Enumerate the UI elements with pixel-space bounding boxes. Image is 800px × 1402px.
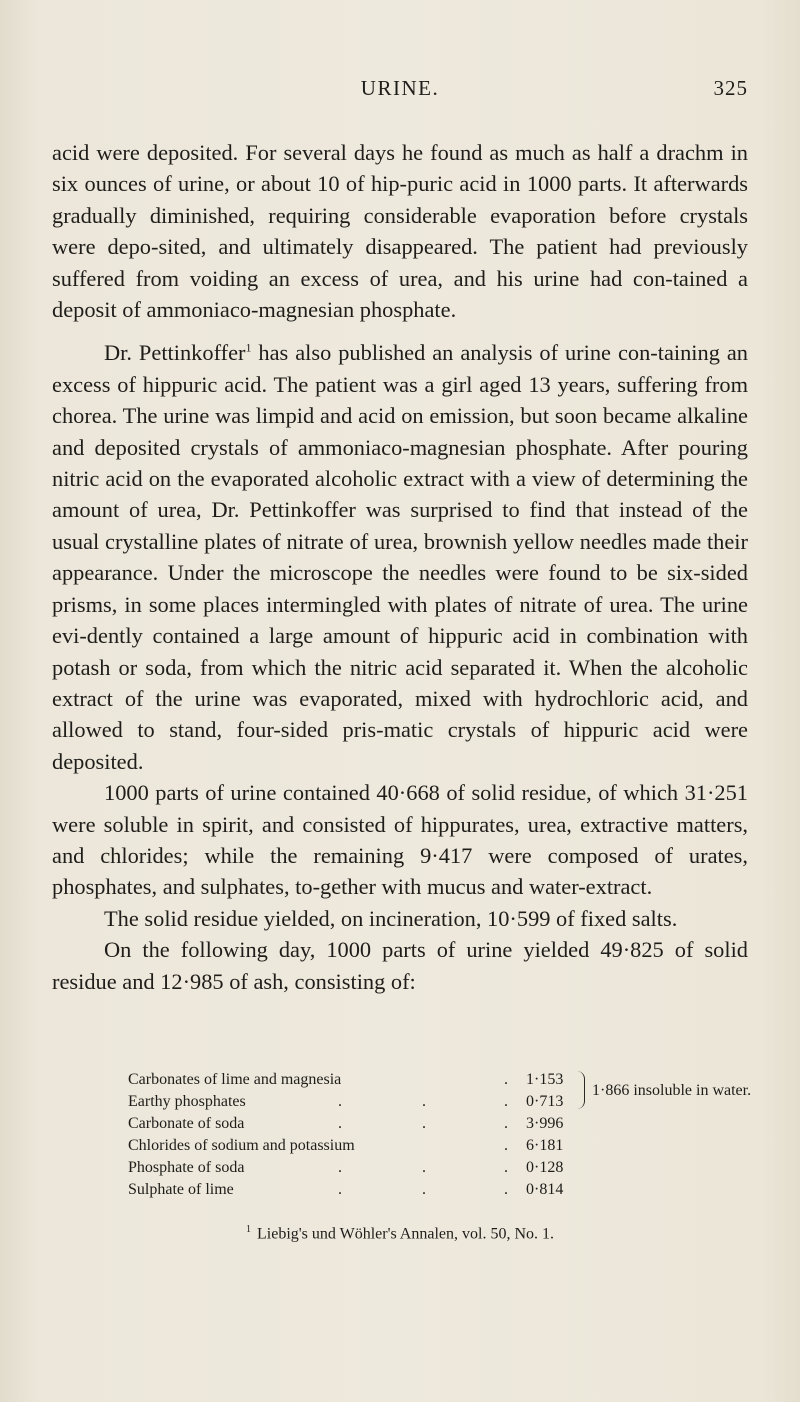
leader-dot: . xyxy=(504,1093,508,1110)
leader-dot: . xyxy=(338,1115,342,1132)
row-label: Chlorides of sodium and potassium xyxy=(128,1137,355,1154)
table-row xyxy=(128,1157,748,1179)
footnote xyxy=(52,1224,748,1243)
leader-dot: . xyxy=(422,1115,426,1132)
leader-dot: . xyxy=(504,1159,508,1176)
paragraph-2-rest: has also published an analysis of urine con-taining an excess of hippuric acid. The patient was a girl aged 13 years, suffering from chorea. The urine was limpid and acid on emission, but soon became alkaline and deposited crystals of ammoniaco-magnesian phosphate. After pouring nitric acid on the evaporated alcoholic extract with a view of determining the amount of urea, Dr. Pettinkoffer was surprised to find that instead of the usual crystalline plates of nitrate of urea, brownish yellow needles made their appearance. Under the microscope the needles were found to be six-sided prisms, in some places intermingled with plates of nitrate of urea. The urine evi-dently contained a large amount of hippuric acid in combination with potash or soda, from which the nitric acid separated it. When the alcoholic extract of the urine was evaporated, mixed with hydrochloric acid, and allowed to stand, four-sided pris-matic crystals of hippuric acid were deposited. xyxy=(52,340,748,774)
table-row xyxy=(128,1113,748,1135)
page-number: 325 xyxy=(713,76,748,100)
row-value: 0·713 xyxy=(526,1093,564,1110)
footnote-reference: 1 xyxy=(245,340,252,355)
table-row xyxy=(128,1179,748,1201)
leader-dot: . xyxy=(504,1181,508,1198)
leader-dot: . xyxy=(422,1181,426,1198)
grouping-brace xyxy=(576,1071,585,1109)
leader-dot: . xyxy=(504,1115,508,1132)
leader-dot: . xyxy=(422,1093,426,1110)
paragraph-3: 1000 parts of urine contained 40·668 of solid residue, of which 31·251 were soluble in spirit, and consisted of hippurates, urea, extractive matters, and chlorides; while the remaining 9·417 were composed of urates, phosphates, and sulphates, to-gether with mucus and water-extract. xyxy=(52,780,748,900)
row-label: Sulphate of lime xyxy=(128,1181,234,1198)
leader-dot: . xyxy=(504,1137,508,1154)
running-title: URINE. xyxy=(360,76,440,100)
paragraph-2 xyxy=(52,337,748,777)
row-label: Phosphate of soda xyxy=(128,1159,245,1176)
paragraph-1: acid were deposited. For several days he found as much as half a drachm in six ounces of urine, or about 10 of hip-puric acid in 1000 parts. It afterwards gradually diminished, requiring considerable evaporation before crystals were depo-sited, and ultimately disappeared. The patient had previously suffered from voiding an excess of urea, and his urine had con-tained a deposit of ammoniaco-magnesian phosphate. xyxy=(52,140,748,323)
row-value: 6·181 xyxy=(526,1137,564,1154)
leader-dot: . xyxy=(504,1071,508,1088)
leader-dot: . xyxy=(338,1181,342,1198)
row-value: 3·996 xyxy=(526,1115,564,1132)
paragraph-5: On the following day, 1000 parts of urine yielded 49·825 of solid residue and 12·985 of ash, consisting of: xyxy=(52,937,748,994)
row-label: Carbonate of soda xyxy=(128,1115,245,1132)
page-header xyxy=(52,76,748,106)
row-value: 1·153 xyxy=(526,1071,564,1088)
paragraph-4: The solid residue yielded, on incineration, 10·599 of fixed salts. xyxy=(104,905,678,931)
row-value: 0·128 xyxy=(526,1159,564,1176)
footnote-text: Liebig's und Wöhler's Annalen, vol. 50, No. 1. xyxy=(257,1225,554,1243)
table-row xyxy=(128,1135,748,1157)
leader-dot: . xyxy=(338,1093,342,1110)
leader-dot: . xyxy=(338,1159,342,1176)
leader-dot: . xyxy=(422,1159,426,1176)
row-value: 0·814 xyxy=(526,1181,564,1198)
body-text xyxy=(52,137,748,997)
ash-composition-table xyxy=(128,1069,752,1201)
row-label: Carbonates of lime and magnesia xyxy=(128,1071,342,1088)
paragraph-2-start: Dr. Pettinkoffer xyxy=(104,340,246,366)
insoluble-note: 1·866 insoluble in water. xyxy=(592,1082,752,1099)
row-label: Earthy phosphates xyxy=(128,1093,246,1110)
footnote-line xyxy=(52,1224,748,1243)
footnote-mark: 1 xyxy=(246,1224,251,1235)
